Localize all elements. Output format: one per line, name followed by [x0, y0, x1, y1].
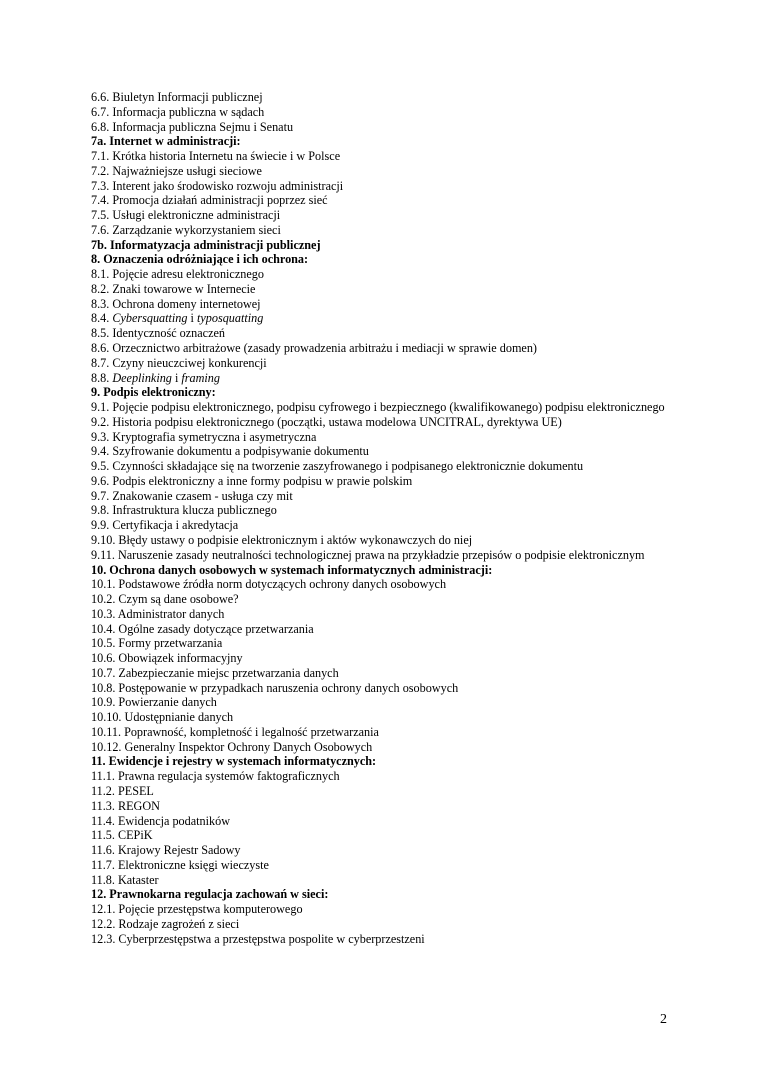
toc-item: 7.4. Promocja działań administracji poprzez sieć: [91, 193, 328, 208]
toc-item: 9.4. Szyfrowanie dokumentu a podpisywanie dokumentu: [91, 444, 369, 459]
toc-item-conjunction: i: [187, 311, 197, 326]
toc-item: 10.9. Powierzanie danych: [91, 695, 217, 710]
toc-item: 11.7. Elektroniczne księgi wieczyste: [91, 857, 269, 872]
toc-item: 11.3. REGON: [91, 798, 160, 813]
toc-section-heading: 11. Ewidencje i rejestry w systemach informatycznych:: [91, 754, 377, 769]
toc-item: 8.3. Ochrona domeny internetowej: [91, 296, 261, 311]
toc-item: 10.12. Generalny Inspektor Ochrony Danych Osobowych: [91, 739, 373, 754]
toc-item: 10.10. Udostępnianie danych: [91, 710, 234, 725]
toc-item: 9.11. Naruszenie zasady neutralności technologicznej prawa na przykładzie przepisów o podpisie elektronicznym: [91, 547, 645, 562]
toc-item: 11.2. PESEL: [91, 783, 154, 798]
table-of-contents: [91, 90, 681, 946]
toc-item: 10.3. Administrator danych: [91, 606, 225, 621]
toc-item-number: 8.8.: [91, 370, 113, 385]
toc-item-conjunction: i: [171, 370, 182, 385]
toc-item: 12.3. Cyberprzestępstwa a przestępstwa pospolite w cyberprzestzeni: [91, 931, 425, 946]
toc-item: 10.7. Zabezpieczanie miejsc przetwarzania danych: [91, 665, 339, 680]
toc-item: 10.1. Podstawowe źródła norm dotyczących ochrony danych osobowych: [91, 577, 447, 592]
toc-item: 10.6. Obowiązek informacyjny: [91, 651, 243, 666]
toc-item: 8.7. Czyny nieuczciwej konkurencji: [91, 355, 267, 370]
toc-item: 7.3. Interent jako środowisko rozwoju administracji: [91, 178, 344, 193]
toc-item: 12.1. Pojęcie przestępstwa komputerowego: [91, 902, 303, 917]
toc-section-heading: 7b. Informatyzacja administracji publicznej: [91, 237, 321, 252]
toc-item: [91, 371, 681, 386]
toc-item-term: typosquatting: [196, 311, 264, 326]
toc-item-term: framing: [181, 370, 220, 385]
toc-item: 9.3. Kryptografia symetryczna i asymetryczna: [91, 429, 317, 444]
toc-item: 10.5. Formy przetwarzania: [91, 636, 223, 651]
toc-item: 11.5. CEPiK: [91, 828, 153, 843]
toc-item: 11.6. Krajowy Rejestr Sadowy: [91, 843, 241, 858]
toc-item: 6.8. Informacja publiczna Sejmu i Senatu: [91, 119, 294, 134]
toc-item: 9.1. Pojęcie podpisu elektronicznego, podpisu cyfrowego i bezpiecznego (kwalifikowanego) podpisu elektronicznego: [91, 400, 665, 415]
toc-item: 9.6. Podpis elektroniczny a inne formy podpisu w prawie polskim: [91, 473, 413, 488]
toc-item: 10.8. Postępowanie w przypadkach naruszenia ochrony danych osobowych: [91, 680, 459, 695]
toc-section-heading: 7a. Internet w administracji:: [91, 134, 241, 149]
toc-item: 10.2. Czym są dane osobowe?: [91, 592, 239, 607]
toc-item: 9.10. Błędy ustawy o podpisie elektronicznym i aktów wykonawczych do niej: [91, 532, 473, 547]
toc-section-heading: 8. Oznaczenia odróżniające i ich ochrona:: [91, 252, 309, 267]
toc-item: 8.5. Identyczność oznaczeń: [91, 326, 225, 341]
toc-item: 9.5. Czynności składające się na tworzenie zaszyfrowanego i podpisanego elektronicznie dokumentu: [91, 459, 584, 474]
toc-item: 11.4. Ewidencja podatników: [91, 813, 230, 828]
toc-item-number: 8.4.: [91, 311, 113, 326]
page-number: 2: [660, 1012, 667, 1027]
toc-item: 12.2. Rodzaje zagrożeń z sieci: [91, 916, 240, 931]
toc-item-term: Cybersquatting: [112, 311, 188, 326]
toc-item: 9.7. Znakowanie czasem - usługa czy mit: [91, 488, 293, 503]
toc-item: 9.2. Historia podpisu elektronicznego (początki, ustawa modelowa UNCITRAL, dyrektywa UE): [91, 414, 562, 429]
toc-section-heading: 9. Podpis elektroniczny:: [91, 385, 216, 400]
toc-item: 8.6. Orzecznictwo arbitrażowe (zasady prowadzenia arbitrażu i mediacji w sprawie domen): [91, 341, 537, 356]
toc-section-heading: 12. Prawnokarna regulacja zachowań w sieci:: [91, 887, 329, 902]
toc-item: 6.6. Biuletyn Informacji publicznej: [91, 90, 263, 104]
toc-item: 8.2. Znaki towarowe w Internecie: [91, 281, 256, 296]
toc-item: 10.11. Poprawność, kompletność i legalność przetwarzania: [91, 724, 379, 739]
toc-item: [91, 311, 681, 326]
toc-item: 11.8. Kataster: [91, 872, 159, 887]
toc-item: 7.5. Usługi elektroniczne administracji: [91, 208, 281, 223]
toc-item: 8.1. Pojęcie adresu elektronicznego: [91, 267, 264, 282]
toc-item: 11.1. Prawna regulacja systemów faktograficznych: [91, 769, 340, 784]
toc-section-heading: 10. Ochrona danych osobowych w systemach informatycznych administracji:: [91, 562, 493, 577]
toc-item: 7.2. Najważniejsze usługi sieciowe: [91, 163, 262, 178]
toc-item: 9.8. Infrastruktura klucza publicznego: [91, 503, 277, 518]
toc-item: 10.4. Ogólne zasady dotyczące przetwarzania: [91, 621, 314, 636]
toc-item: 6.7. Informacja publiczna w sądach: [91, 104, 265, 119]
toc-item: 7.6. Zarządzanie wykorzystaniem sieci: [91, 222, 281, 237]
toc-item: 9.9. Certyfikacja i akredytacja: [91, 518, 239, 533]
toc-item-term: Deeplinking: [112, 370, 172, 385]
toc-item: 7.1. Krótka historia Internetu na świecie i w Polsce: [91, 149, 341, 164]
